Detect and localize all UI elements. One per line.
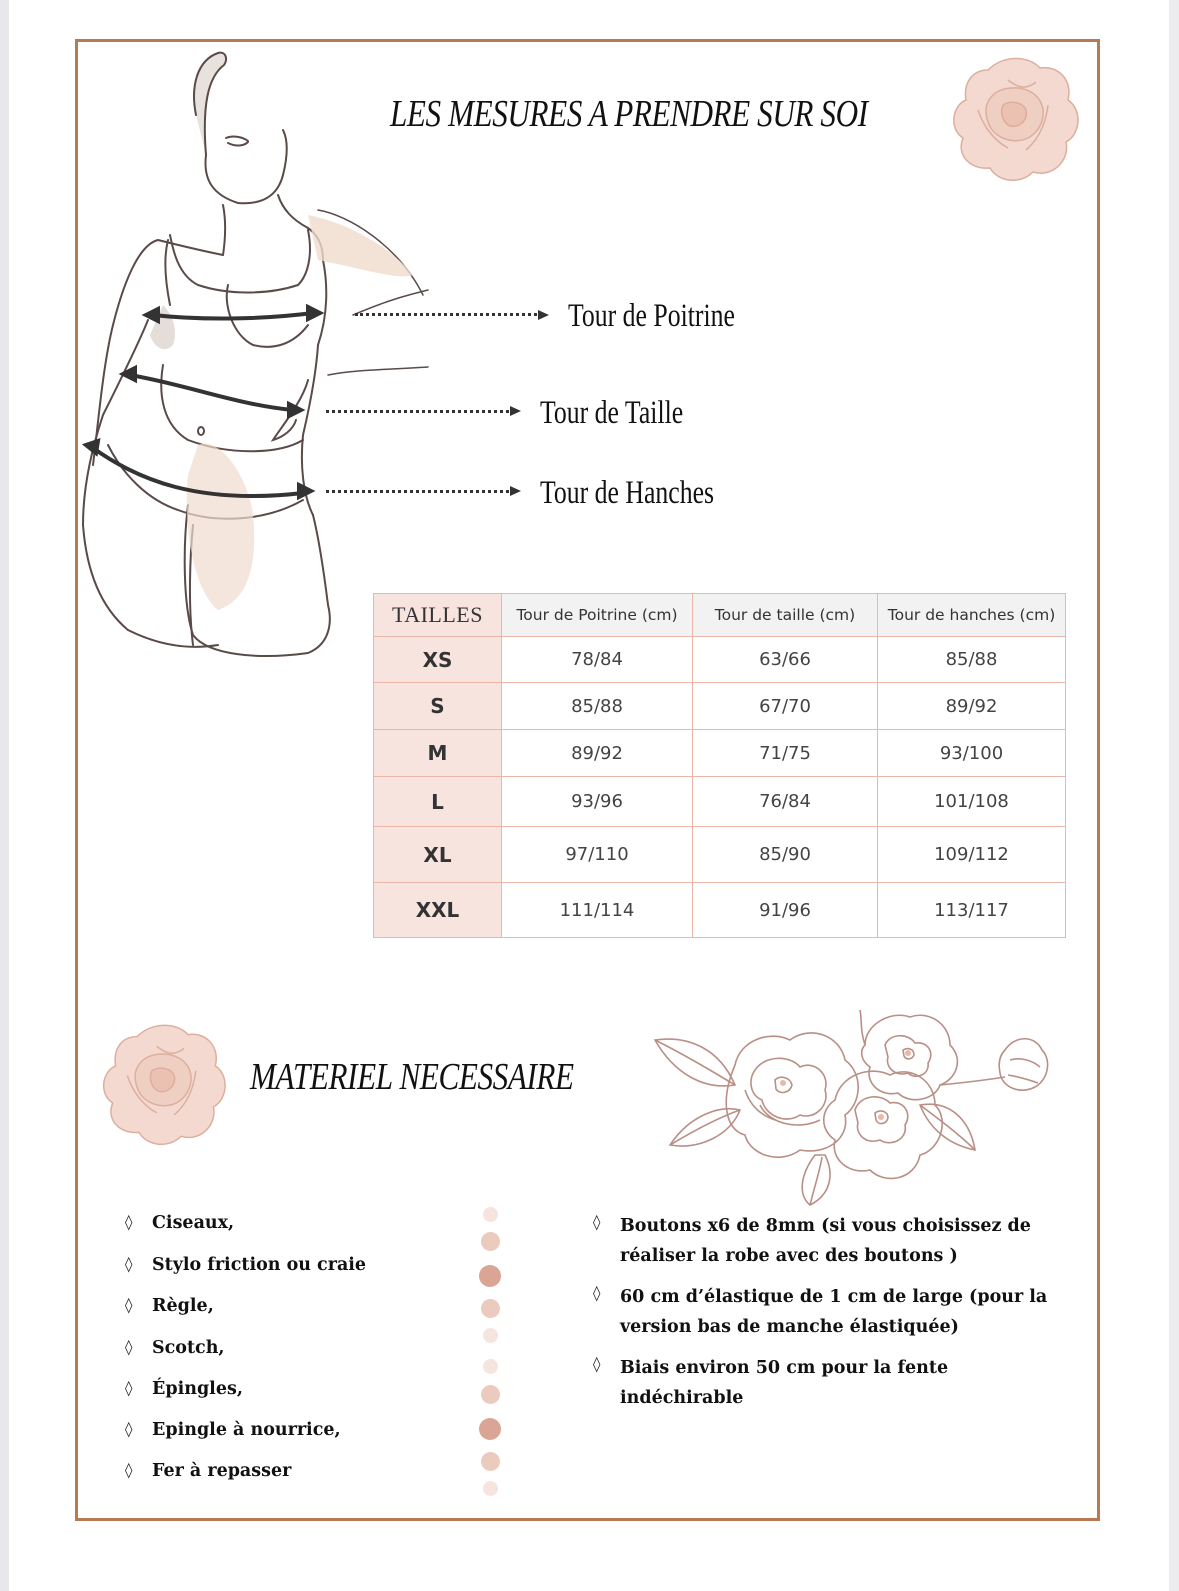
item-text: Épingles,: [152, 1379, 243, 1399]
diamond-bullet-icon: ◊: [125, 1213, 133, 1231]
taille-cell: 63/66: [693, 637, 878, 683]
item-text: Stylo friction ou craie: [152, 1255, 367, 1275]
dot: [483, 1207, 498, 1222]
table-row: [374, 777, 1066, 827]
table-row: [374, 637, 1066, 683]
hanches-cell: 85/88: [878, 637, 1066, 683]
poitrine-cell: 111/114: [502, 883, 693, 938]
header-taille: Tour de taille (cm): [693, 594, 878, 637]
dot: [481, 1385, 500, 1404]
flower-decoration-top-right: [948, 50, 1083, 185]
item-text: Scotch,: [152, 1338, 225, 1358]
dot: [483, 1359, 498, 1374]
poitrine-cell: 78/84: [502, 637, 693, 683]
diamond-bullet-icon: ◊: [125, 1255, 133, 1273]
diamond-bullet-icon: ◊: [125, 1296, 133, 1314]
header-hanches: Tour de hanches (cm): [878, 594, 1066, 637]
hanches-cell: 89/92: [878, 683, 1066, 730]
size-cell: XXL: [374, 883, 502, 938]
taille-cell: 91/96: [693, 883, 878, 938]
diamond-bullet-icon: ◊: [593, 1284, 601, 1302]
table-header-row: [374, 594, 1066, 637]
hanches-cell: 93/100: [878, 730, 1066, 777]
dot: [481, 1232, 500, 1251]
taille-cell: 71/75: [693, 730, 878, 777]
taille-cell: 67/70: [693, 683, 878, 730]
page-title: LES MESURES A PRENDRE SUR SOI: [390, 93, 868, 135]
size-cell: L: [374, 777, 502, 827]
size-cell: S: [374, 683, 502, 730]
hanches-cell: 101/108: [878, 777, 1066, 827]
size-cell: XS: [374, 637, 502, 683]
header-tailles: TAILLES: [374, 594, 502, 637]
item-text: 60 cm d’élastique de 1 cm de large (pour la version bas de manche élastiquée): [620, 1287, 1048, 1337]
poitrine-cell: 89/92: [502, 730, 693, 777]
diamond-bullet-icon: ◊: [125, 1461, 133, 1479]
item-text: Biais environ 50 cm pour la fente indéchirable: [620, 1358, 949, 1408]
arrowhead-taille: [510, 406, 521, 416]
diamond-bullet-icon: ◊: [125, 1338, 133, 1356]
size-cell: M: [374, 730, 502, 777]
poitrine-cell: 93/96: [502, 777, 693, 827]
body-sketch-illustration: [78, 45, 458, 665]
taille-cell: 76/84: [693, 777, 878, 827]
materials-title: MATERIEL NECESSAIRE: [250, 1056, 574, 1098]
dot: [483, 1481, 498, 1496]
item-text: Fer à repasser: [152, 1461, 292, 1481]
item-text: Ciseaux,: [152, 1213, 235, 1233]
label-tour-de-poitrine: Tour de Poitrine: [568, 298, 735, 334]
arrow-taille: [326, 410, 509, 413]
header-poitrine: Tour de Poitrine (cm): [502, 594, 693, 637]
diamond-bullet-icon: ◊: [125, 1420, 133, 1438]
dot: [479, 1418, 501, 1440]
taille-cell: 85/90: [693, 827, 878, 883]
diamond-bullet-icon: ◊: [125, 1379, 133, 1397]
poitrine-cell: 97/110: [502, 827, 693, 883]
dot: [483, 1328, 498, 1343]
size-table: [373, 593, 1066, 938]
poitrine-cell: 85/88: [502, 683, 693, 730]
diamond-bullet-icon: ◊: [593, 1213, 601, 1231]
diamond-bullet-icon: ◊: [593, 1355, 601, 1373]
arrow-hanches: [326, 490, 509, 493]
table-row: [374, 883, 1066, 938]
item-text: Epingle à nourrice,: [152, 1420, 341, 1440]
hanches-cell: 109/112: [878, 827, 1066, 883]
dot: [481, 1299, 500, 1318]
arrowhead-poitrine: [538, 310, 549, 320]
table-row: [374, 827, 1066, 883]
table-row: [374, 730, 1066, 777]
dot: [481, 1452, 500, 1471]
dot: [479, 1265, 501, 1287]
table-row: [374, 683, 1066, 730]
arrow-poitrine: [355, 313, 537, 316]
label-tour-de-taille: Tour de Taille: [540, 395, 684, 431]
hanches-cell: 113/117: [878, 883, 1066, 938]
label-tour-de-hanches: Tour de Hanches: [540, 475, 715, 511]
page-scrollbar[interactable]: [1169, 0, 1179, 1591]
size-cell: XL: [374, 827, 502, 883]
item-text: Boutons x6 de 8mm (si vous choisissez de réaliser la robe avec des boutons ): [620, 1216, 1031, 1266]
item-text: Règle,: [152, 1296, 214, 1316]
floral-line-art: [650, 1005, 1050, 1210]
page-edge-left: [0, 0, 9, 1591]
arrowhead-hanches: [510, 486, 521, 496]
flower-decoration-left: [98, 1017, 230, 1149]
